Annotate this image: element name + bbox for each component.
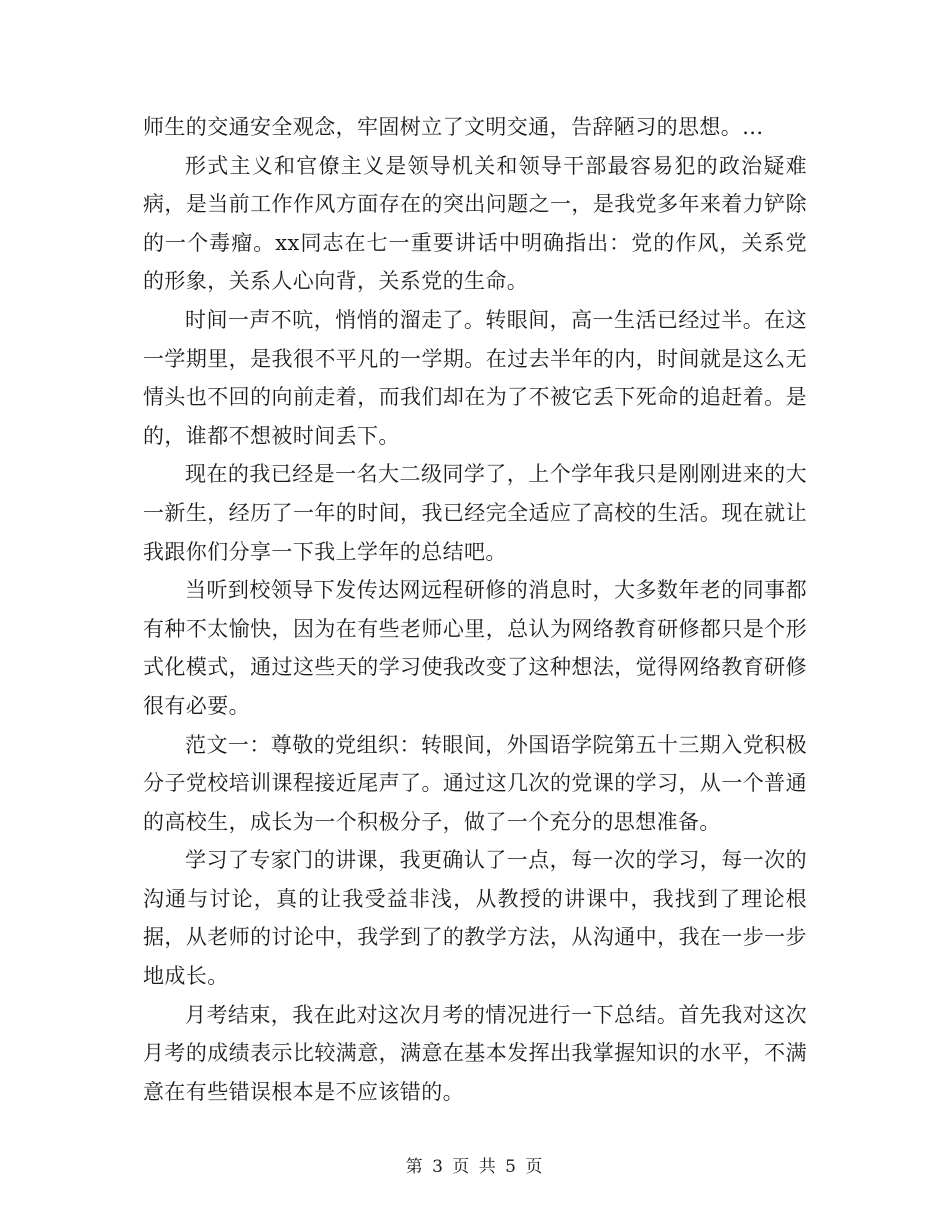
document-body (143, 108, 807, 1111)
paragraph: 形式主义和官僚主义是领导机关和领导干部最容易犯的政治疑难病，是当前工作作风方面存在的突出问题之一，是我党多年来着力铲除的一个毒瘤。xx同志在七一重要讲话中明确指出：党的作风，关系党的形象，关系人心向背，关系党的生命。 (143, 153, 807, 294)
page-number-footer: 第 3 页 共 5 页 (405, 1157, 545, 1177)
paragraph: 月考结束，我在此对这次月考的情况进行一下总结。首先我对这次月考的成绩表示比较满意，满意在基本发挥出我掌握知识的水平，不满意在有些错误根本是不应该错的。 (143, 1002, 807, 1104)
paragraph-continued: 师生的交通安全观念，牢固树立了文明交通，告辞陋习的思想。... (143, 115, 764, 139)
paragraph: 范文一：尊敬的党组织：转眼间，外国语学院第五十三期入党积极分子党校培训课程接近尾声了。通过这几次的党课的学习，从一个普通的高校生，成长为一个积极分子，做了一个充分的思想准备。 (143, 732, 807, 834)
paragraph: 时间一声不吭，悄悄的溜走了。转眼间，高一生活已经过半。在这一学期里，是我很不平凡的一学期。在过去半年的内，时间就是这么无情头也不回的向前走着，而我们却在为了不被它丢下死命的追赶着。是的，谁都不想被时间丢下。 (143, 307, 807, 448)
paragraph: 学习了专家门的讲课，我更确认了一点，每一次的学习，每一次的沟通与讨论，真的让我受益非浅，从教授的讲课中，我找到了理论根据，从老师的讨论中，我学到了的教学方法，从沟通中，我在一步一步地成长。 (143, 848, 807, 989)
paragraph: 现在的我已经是一名大二级同学了，上个学年我只是刚刚进来的大一新生，经历了一年的时间，我已经完全适应了高校的生活。现在就让我跟你们分享一下我上学年的总结吧。 (143, 462, 807, 564)
paragraph: 当听到校领导下发传达网远程研修的消息时，大多数年老的同事都有种不太愉快，因为在有些老师心里，总认为网络教育研修都只是个形式化模式，通过这些天的学习使我改变了这种想法，觉得网络教育研修很有必要。 (143, 578, 807, 718)
